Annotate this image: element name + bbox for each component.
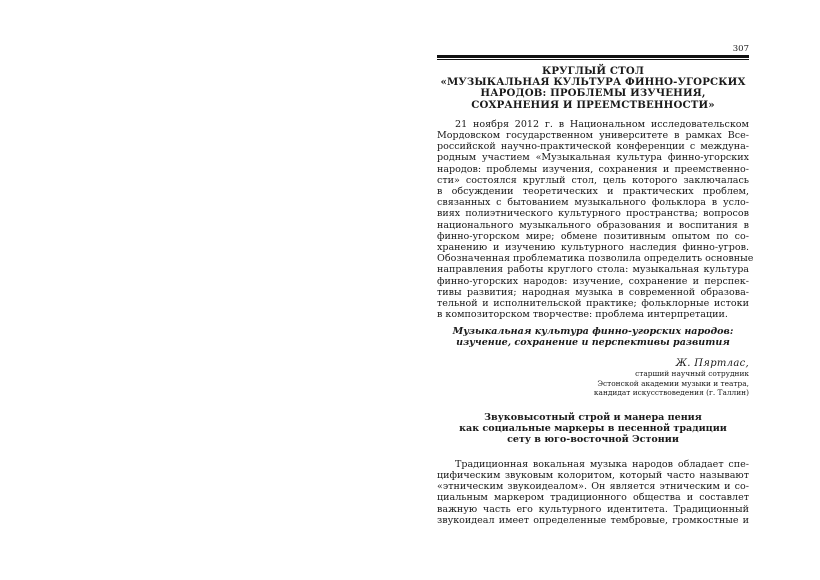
intro-paragraph — [437, 118, 754, 321]
text-line: направления работы круглого стола: музыкальная культура — [437, 264, 749, 276]
text-line: Традиционная вокальная музыка народов обладает спе- — [455, 458, 749, 470]
text-line: в композиторском творчестве: проблема интерпретации. — [437, 309, 728, 321]
article-title-line: как социальные маркеры в песенной традиции — [459, 422, 727, 434]
text-line: национального музыкального образования и воспитания в — [437, 219, 749, 231]
author-info-line: кандидат искусствоведения (г. Таллин) — [593, 388, 749, 398]
page-number: 307 — [732, 44, 749, 54]
text-line: важную часть его культурного идентитета. Традиционный — [437, 503, 749, 515]
section-title-line: Музыкальная культура финно-угорских народов: — [452, 326, 734, 338]
text-line: финно-угорском мире; обмене позитивным опытом по со- — [437, 230, 749, 242]
text-line: Мордовском государственном университете в рамках Все- — [437, 130, 749, 142]
text-line: 21 ноября 2012 г. в Национальном исследовательском — [455, 118, 749, 130]
text-line: хранению и изучению культурного наследия финно-угров. — [437, 242, 749, 254]
author-info-line: Эстонской академии музыки и театра, — [597, 378, 749, 388]
text-line: цифическим звуковым колоритом, который часто называют — [437, 470, 749, 482]
heading-line: КРУГЛЫЙ СТОЛ — [541, 65, 645, 77]
text-line: в обсуждении теоретических и практических проблем, — [437, 186, 749, 198]
text-line: «этническим звукоидеалом». Он является этническим и со- — [437, 481, 749, 493]
article-title-line: Звуковысотный строй и манера пения — [484, 411, 702, 423]
text-line: финно-угорских народов: изучение, сохранение и перспек- — [437, 275, 749, 287]
article-title — [437, 412, 749, 445]
section-title — [437, 327, 749, 349]
text-line: Обозначенная проблематика позволила определить основные — [437, 253, 754, 265]
text-line: российской научно-практической конференции с междуна- — [437, 141, 749, 153]
text-line: народов: проблемы изучения, сохранения и преемственно- — [437, 163, 749, 175]
text-line: тивы развития; народная музыка в современной образова- — [437, 286, 749, 298]
text-line: связанных с бытованием музыкального фольклора в усло- — [437, 197, 749, 209]
heading-line: НАРОДОВ: ПРОБЛЕМЫ ИЗУЧЕНИЯ, — [480, 87, 706, 100]
text-line: виях полиэтнического культурного пространства; вопросов — [437, 208, 749, 220]
section-title-line: изучение, сохранение и перспективы развития — [456, 337, 730, 349]
author-name: Ж. Пяртлас, — [675, 358, 749, 370]
heading-line: «МУЗЫКАЛЬНАЯ КУЛЬТУРА ФИННО-УГОРСКИХ — [440, 76, 746, 89]
text-line: родным участием «Музыкальная культура финно-угорских — [437, 152, 749, 164]
author-info — [437, 369, 749, 398]
round-table-heading — [437, 66, 749, 111]
article-title-line: сету в юго-восточной Эстонии — [507, 433, 679, 445]
text-line: сти» состоялся круглый стол, цель которого заключалась — [437, 174, 749, 186]
heading-line: СОХРАНЕНИЯ И ПРЕЕМСТВЕННОСТИ» — [471, 98, 715, 111]
book-page — [437, 44, 754, 526]
text-line: звукоидеал имеет определенные тембровые, громкостные и — [437, 514, 749, 526]
author-block — [437, 358, 749, 398]
author-info-line: старший научный сотрудник — [635, 369, 749, 379]
article-paragraph — [437, 459, 749, 526]
header-rule-thin — [437, 59, 749, 60]
text-line: циальным маркером традиционного общества и составлет — [437, 492, 749, 504]
text-line: тельной и исполнительской практике; фольклорные истоки — [437, 298, 749, 310]
